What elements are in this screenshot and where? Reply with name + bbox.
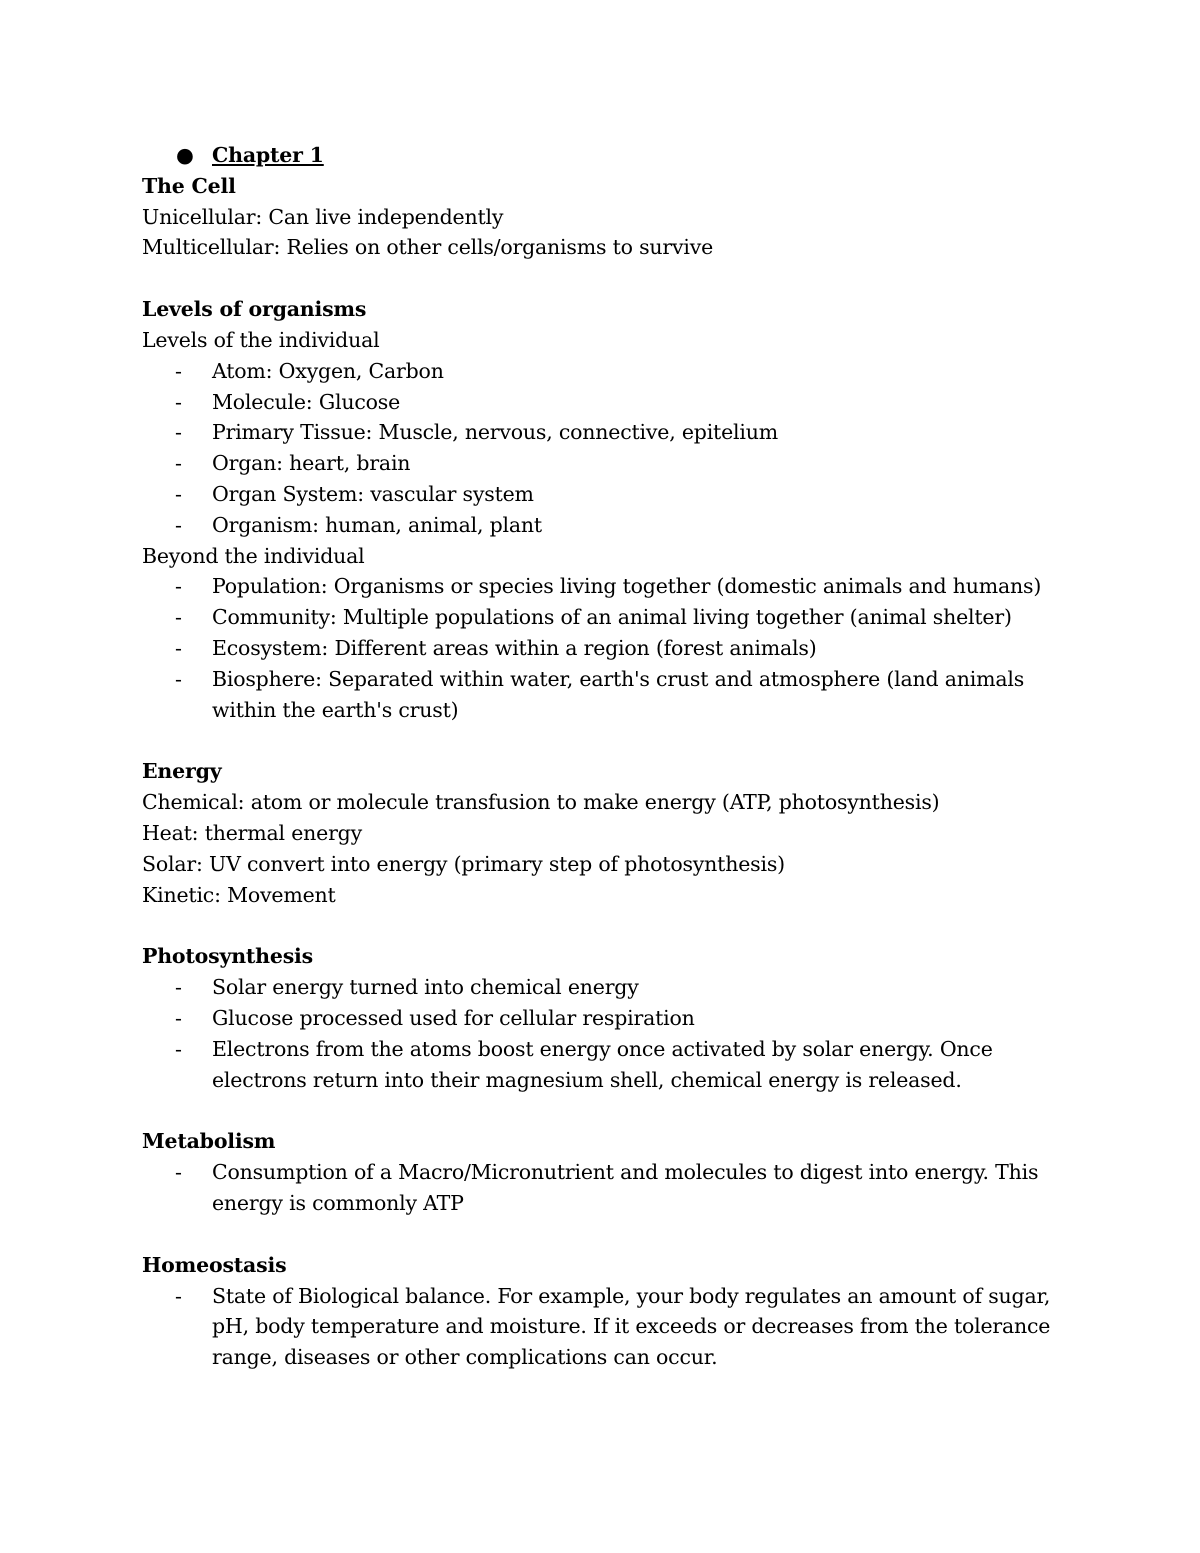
dash-bullet-icon: - [175, 1283, 182, 1308]
section-heading-cell: The Cell [142, 173, 236, 198]
dash-bullet-icon: - [175, 1036, 182, 1061]
list-item [142, 448, 1082, 479]
dash-bullet-icon: - [175, 420, 182, 445]
dash-bullet-icon: - [175, 574, 182, 599]
levels-beyond-list [142, 571, 1082, 725]
list-item [142, 602, 1082, 633]
list-item [142, 510, 1082, 541]
list-item-text: Consumption of a Macro/Micronutrient and molecules to digest into energy. This energy is commonly ATP [212, 1160, 1039, 1215]
list-item-text: Molecule: Glucose [212, 389, 401, 414]
list-item-text: Population: Organisms or species living together (domestic animals and humans) [212, 574, 1042, 599]
bullet-icon: ● [176, 143, 194, 167]
paragraph-spacer [142, 1095, 1082, 1126]
list-item-text: Atom: Oxygen, Carbon [212, 358, 444, 383]
dash-bullet-icon: - [175, 481, 182, 506]
list-item [142, 479, 1082, 510]
homeostasis-list [142, 1281, 1082, 1373]
dash-bullet-icon: - [175, 635, 182, 660]
list-item-text: Biosphere: Separated within water, earth's crust and atmosphere (land animals within the earth's crust) [212, 666, 1025, 722]
list-item [142, 571, 1082, 602]
chapter-title [142, 140, 1082, 171]
section-heading-metabolism: Metabolism [142, 1129, 276, 1154]
list-item [142, 356, 1082, 387]
dash-bullet-icon: - [175, 389, 182, 414]
list-item-text: Primary Tissue: Muscle, nervous, connective, epitelium [212, 420, 778, 445]
list-item-text: Electrons from the atoms boost energy once activated by solar energy. Once electrons return into their magnesium shell, chemical energy is released. [212, 1036, 993, 1092]
section-heading-photosynthesis: Photosynthesis [142, 944, 313, 969]
list-item [142, 972, 1082, 1003]
energy-line-solar: Solar: UV convert into energy (primary step of photosynthesis) [142, 851, 785, 876]
paragraph-spacer [142, 1219, 1082, 1250]
metabolism-list [142, 1157, 1082, 1219]
dash-bullet-icon: - [175, 605, 182, 630]
dash-bullet-icon: - [175, 358, 182, 383]
energy-line-kinetic: Kinetic: Movement [142, 882, 336, 907]
list-item-text: Glucose processed used for cellular respiration [212, 1005, 695, 1030]
dash-bullet-icon: - [175, 666, 182, 691]
document-page [142, 140, 1082, 1373]
dash-bullet-icon: - [175, 451, 182, 476]
dash-bullet-icon: - [175, 512, 182, 537]
paragraph-spacer [142, 263, 1082, 294]
list-item-text: Organ: heart, brain [212, 451, 411, 476]
list-item [142, 387, 1082, 418]
list-item [142, 633, 1082, 664]
photosynthesis-list [142, 972, 1082, 1095]
energy-line-chemical: Chemical: atom or molecule transfusion to make energy (ATP, photosynthesis) [142, 790, 940, 815]
cell-line-multicellular: Multicellular: Relies on other cells/organisms to survive [142, 235, 714, 260]
list-item [142, 417, 1082, 448]
list-item-text: Organism: human, animal, plant [212, 512, 542, 537]
levels-individual-label: Levels of the individual [142, 327, 380, 352]
list-item [142, 1003, 1082, 1034]
dash-bullet-icon: - [175, 1005, 182, 1030]
list-item-text: Organ System: vascular system [212, 481, 534, 506]
section-heading-homeostasis: Homeostasis [142, 1252, 287, 1277]
list-item [142, 1281, 1082, 1373]
list-item [142, 1157, 1082, 1219]
levels-beyond-label: Beyond the individual [142, 543, 365, 568]
energy-line-heat: Heat: thermal energy [142, 820, 362, 845]
paragraph-spacer [142, 725, 1082, 756]
levels-individual-list [142, 356, 1082, 541]
cell-line-unicellular: Unicellular: Can live independently [142, 204, 504, 229]
chapter-title-text: Chapter 1 [212, 143, 324, 167]
list-item-text: Community: Multiple populations of an animal living together (animal shelter) [212, 605, 1012, 630]
list-item [142, 1034, 1082, 1096]
list-item [142, 664, 1082, 726]
paragraph-spacer [142, 910, 1082, 941]
section-heading-energy: Energy [142, 759, 222, 784]
list-item-text: State of Biological balance. For example, your body regulates an amount of sugar, pH, body temperature and moisture. If it exceeds or decreases from the tolerance range, diseases or other complications can occur. [212, 1283, 1051, 1370]
list-item-text: Ecosystem: Different areas within a region (forest animals) [212, 635, 817, 660]
section-heading-levels: Levels of organisms [142, 297, 367, 322]
list-item-text: Solar energy turned into chemical energy [212, 975, 639, 1000]
dash-bullet-icon: - [175, 1160, 182, 1185]
dash-bullet-icon: - [175, 975, 182, 1000]
